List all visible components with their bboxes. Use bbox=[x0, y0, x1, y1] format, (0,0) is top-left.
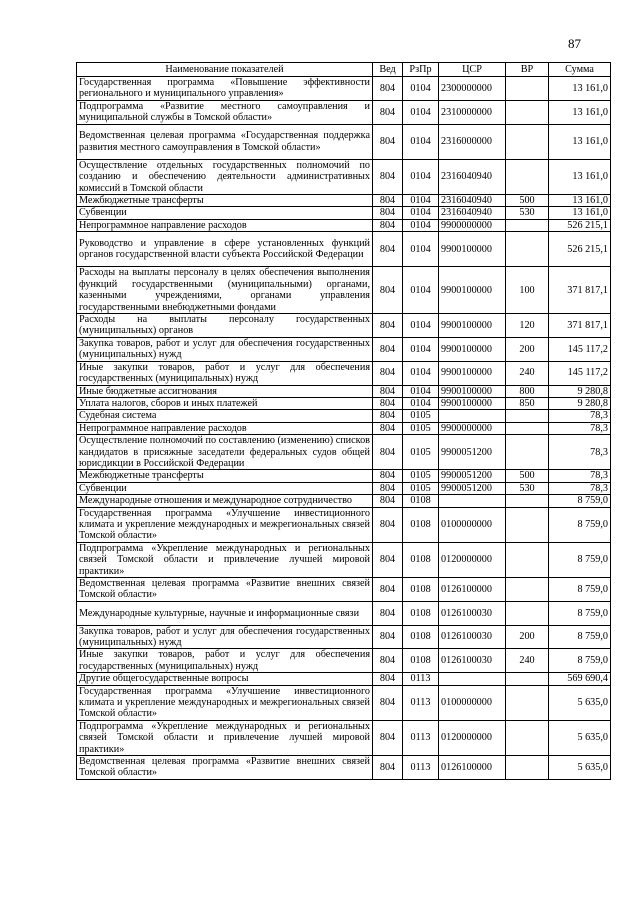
row-ved: 804 bbox=[373, 673, 403, 685]
row-sum: 8 759,0 bbox=[549, 649, 611, 673]
row-name: Межбюджетные трансферты bbox=[77, 195, 373, 207]
row-vr bbox=[506, 601, 549, 625]
row-sum: 8 759,0 bbox=[549, 495, 611, 507]
table-row bbox=[77, 232, 611, 267]
row-csr: 2316040940 bbox=[439, 195, 506, 207]
row-name: Межбюджетные трансферты bbox=[77, 470, 373, 482]
row-name: Иные закупки товаров, работ и услуг для обеспечения государственных (муниципальных) нужд bbox=[77, 361, 373, 385]
row-csr: 2316000000 bbox=[439, 124, 506, 159]
row-rzpr: 0104 bbox=[403, 159, 439, 194]
table-row bbox=[77, 361, 611, 385]
row-csr: 0126100030 bbox=[439, 601, 506, 625]
row-csr: 9900100000 bbox=[439, 385, 506, 397]
row-rzpr: 0104 bbox=[403, 207, 439, 219]
row-sum: 8 759,0 bbox=[549, 542, 611, 577]
row-ved: 804 bbox=[373, 422, 403, 434]
row-rzpr: 0104 bbox=[403, 100, 439, 124]
row-sum: 8 759,0 bbox=[549, 507, 611, 542]
row-vr: 240 bbox=[506, 361, 549, 385]
row-rzpr: 0104 bbox=[403, 124, 439, 159]
row-rzpr: 0108 bbox=[403, 601, 439, 625]
row-ved: 804 bbox=[373, 685, 403, 720]
row-rzpr: 0113 bbox=[403, 720, 439, 755]
row-rzpr: 0104 bbox=[403, 232, 439, 267]
row-vr bbox=[506, 720, 549, 755]
table-row bbox=[77, 77, 611, 101]
row-ved: 804 bbox=[373, 267, 403, 314]
row-name: Уплата налогов, сборов и иных платежей bbox=[77, 397, 373, 409]
row-vr: 200 bbox=[506, 337, 549, 361]
row-sum: 78,3 bbox=[549, 470, 611, 482]
row-name: Государственная программа «Повышение эффективности регионального и муниципального управления» bbox=[77, 77, 373, 101]
row-vr bbox=[506, 124, 549, 159]
row-vr bbox=[506, 435, 549, 470]
table-row bbox=[77, 685, 611, 720]
row-vr bbox=[506, 756, 549, 780]
row-csr: 0126100000 bbox=[439, 578, 506, 602]
row-name: Расходы на выплаты персоналу в целях обеспечения выполнения функций государственными (муниципальными) органами, казенными учреждениями, органами управления государственными внебюджетными фондами bbox=[77, 267, 373, 314]
row-ved: 804 bbox=[373, 720, 403, 755]
row-vr bbox=[506, 673, 549, 685]
row-rzpr: 0108 bbox=[403, 542, 439, 577]
row-sum: 8 759,0 bbox=[549, 625, 611, 649]
table-row bbox=[77, 337, 611, 361]
table-row bbox=[77, 267, 611, 314]
row-name: Подпрограмма «Укрепление международных и региональных связей Томской области и привлечение лучшей мировой практики» bbox=[77, 720, 373, 755]
row-ved: 804 bbox=[373, 385, 403, 397]
table-row bbox=[77, 397, 611, 409]
row-ved: 804 bbox=[373, 232, 403, 267]
table-row bbox=[77, 482, 611, 494]
row-vr bbox=[506, 507, 549, 542]
table-row bbox=[77, 601, 611, 625]
row-ved: 804 bbox=[373, 124, 403, 159]
row-sum: 371 817,1 bbox=[549, 267, 611, 314]
row-ved: 804 bbox=[373, 507, 403, 542]
header-sum: Сумма bbox=[549, 63, 611, 77]
row-sum: 13 161,0 bbox=[549, 207, 611, 219]
row-sum: 145 117,2 bbox=[549, 337, 611, 361]
row-vr: 500 bbox=[506, 195, 549, 207]
row-csr bbox=[439, 495, 506, 507]
row-sum: 13 161,0 bbox=[549, 195, 611, 207]
row-vr bbox=[506, 542, 549, 577]
row-csr: 0126100030 bbox=[439, 649, 506, 673]
row-name: Международные культурные, научные и информационные связи bbox=[77, 601, 373, 625]
row-csr: 9900100000 bbox=[439, 314, 506, 338]
row-name: Подпрограмма «Развитие местного самоуправления и муниципальной службы в Томской области» bbox=[77, 100, 373, 124]
row-name: Осуществление полномочий по составлению (изменению) списков кандидатов в присяжные заседатели федеральных судов общей юрисдикции в Российской Федерации bbox=[77, 435, 373, 470]
row-rzpr: 0105 bbox=[403, 470, 439, 482]
row-csr: 0120000000 bbox=[439, 720, 506, 755]
row-csr: 2316040940 bbox=[439, 207, 506, 219]
row-sum: 5 635,0 bbox=[549, 720, 611, 755]
row-name: Осуществление отдельных государственных полномочий по созданию и обеспечению деятельности административных комиссий в Томской области bbox=[77, 159, 373, 194]
row-name: Непрограммное направление расходов bbox=[77, 422, 373, 434]
row-sum: 145 117,2 bbox=[549, 361, 611, 385]
row-sum: 569 690,4 bbox=[549, 673, 611, 685]
row-ved: 804 bbox=[373, 495, 403, 507]
table-row bbox=[77, 435, 611, 470]
header-vr: ВР bbox=[506, 63, 549, 77]
row-csr: 9900000000 bbox=[439, 422, 506, 434]
row-sum: 8 759,0 bbox=[549, 601, 611, 625]
row-ved: 804 bbox=[373, 397, 403, 409]
row-vr: 120 bbox=[506, 314, 549, 338]
row-vr bbox=[506, 495, 549, 507]
row-sum: 5 635,0 bbox=[549, 756, 611, 780]
row-ved: 804 bbox=[373, 159, 403, 194]
row-vr: 800 bbox=[506, 385, 549, 397]
header-csr: ЦСР bbox=[439, 63, 506, 77]
header-ved: Вед bbox=[373, 63, 403, 77]
row-rzpr: 0104 bbox=[403, 385, 439, 397]
table-row bbox=[77, 507, 611, 542]
row-name: Руководство и управление в сфере установленных функций органов государственной власти субъекта Российской Федерации bbox=[77, 232, 373, 267]
row-rzpr: 0105 bbox=[403, 410, 439, 422]
row-ved: 804 bbox=[373, 195, 403, 207]
row-name: Иные бюджетные ассигнования bbox=[77, 385, 373, 397]
row-vr bbox=[506, 232, 549, 267]
row-vr bbox=[506, 77, 549, 101]
row-csr: 9900051200 bbox=[439, 482, 506, 494]
row-csr: 0100000000 bbox=[439, 507, 506, 542]
row-vr: 240 bbox=[506, 649, 549, 673]
row-sum: 371 817,1 bbox=[549, 314, 611, 338]
row-rzpr: 0104 bbox=[403, 219, 439, 231]
header-name: Наименование показателей bbox=[77, 63, 373, 77]
table-row bbox=[77, 470, 611, 482]
table-row bbox=[77, 195, 611, 207]
row-sum: 78,3 bbox=[549, 422, 611, 434]
row-name: Государственная программа «Улучшение инвестиционного климата и укрепление международных и межрегиональных связей Томской области» bbox=[77, 507, 373, 542]
row-name: Закупка товаров, работ и услуг для обеспечения государственных (муниципальных) нужд bbox=[77, 337, 373, 361]
row-ved: 804 bbox=[373, 542, 403, 577]
table-row bbox=[77, 625, 611, 649]
row-csr: 9900100000 bbox=[439, 232, 506, 267]
table-row bbox=[77, 124, 611, 159]
row-rzpr: 0108 bbox=[403, 507, 439, 542]
row-name: Ведомственная целевая программа «Государственная поддержка развития местного самоуправления в Томской области» bbox=[77, 124, 373, 159]
row-sum: 5 635,0 bbox=[549, 685, 611, 720]
row-csr bbox=[439, 673, 506, 685]
row-ved: 804 bbox=[373, 77, 403, 101]
row-rzpr: 0108 bbox=[403, 625, 439, 649]
table-row bbox=[77, 410, 611, 422]
table-body bbox=[77, 77, 611, 780]
row-ved: 804 bbox=[373, 100, 403, 124]
row-csr: 0100000000 bbox=[439, 685, 506, 720]
table-row bbox=[77, 207, 611, 219]
row-vr: 530 bbox=[506, 482, 549, 494]
row-rzpr: 0104 bbox=[403, 337, 439, 361]
row-ved: 804 bbox=[373, 756, 403, 780]
row-ved: 804 bbox=[373, 314, 403, 338]
row-rzpr: 0108 bbox=[403, 578, 439, 602]
row-vr: 100 bbox=[506, 267, 549, 314]
row-name: Непрограммное направление расходов bbox=[77, 219, 373, 231]
row-vr bbox=[506, 100, 549, 124]
table-row bbox=[77, 314, 611, 338]
row-vr bbox=[506, 159, 549, 194]
row-name: Другие общегосударственные вопросы bbox=[77, 673, 373, 685]
table-row bbox=[77, 100, 611, 124]
table-row bbox=[77, 720, 611, 755]
row-sum: 9 280,8 bbox=[549, 397, 611, 409]
row-name: Субвенции bbox=[77, 482, 373, 494]
row-vr: 500 bbox=[506, 470, 549, 482]
header-rzpr: РзПр bbox=[403, 63, 439, 77]
row-sum: 13 161,0 bbox=[549, 100, 611, 124]
row-rzpr: 0104 bbox=[403, 267, 439, 314]
row-name: Государственная программа «Улучшение инвестиционного климата и укрепление международных и межрегиональных связей Томской области» bbox=[77, 685, 373, 720]
row-vr bbox=[506, 422, 549, 434]
row-sum: 78,3 bbox=[549, 482, 611, 494]
row-sum: 526 215,1 bbox=[549, 232, 611, 267]
row-csr: 9900051200 bbox=[439, 470, 506, 482]
row-csr: 0120000000 bbox=[439, 542, 506, 577]
row-csr: 9900000000 bbox=[439, 219, 506, 231]
table-row bbox=[77, 578, 611, 602]
row-rzpr: 0108 bbox=[403, 495, 439, 507]
row-rzpr: 0105 bbox=[403, 422, 439, 434]
row-vr: 530 bbox=[506, 207, 549, 219]
row-csr: 0126100000 bbox=[439, 756, 506, 780]
row-vr bbox=[506, 578, 549, 602]
table-row bbox=[77, 649, 611, 673]
row-sum: 78,3 bbox=[549, 435, 611, 470]
row-name: Закупка товаров, работ и услуг для обеспечения государственных (муниципальных) нужд bbox=[77, 625, 373, 649]
page-number: 87 bbox=[568, 36, 581, 51]
row-ved: 804 bbox=[373, 435, 403, 470]
row-csr: 2316040940 bbox=[439, 159, 506, 194]
row-csr: 2300000000 bbox=[439, 77, 506, 101]
row-name: Ведомственная целевая программа «Развитие внешних связей Томской области» bbox=[77, 756, 373, 780]
row-ved: 804 bbox=[373, 337, 403, 361]
row-ved: 804 bbox=[373, 470, 403, 482]
row-csr bbox=[439, 410, 506, 422]
row-rzpr: 0113 bbox=[403, 673, 439, 685]
row-name: Подпрограмма «Укрепление международных и региональных связей Томской области и привлечение лучшей мировой практики» bbox=[77, 542, 373, 577]
table-header-row bbox=[77, 63, 611, 77]
budget-table bbox=[76, 62, 611, 780]
row-csr: 9900100000 bbox=[439, 397, 506, 409]
row-vr bbox=[506, 685, 549, 720]
row-sum: 526 215,1 bbox=[549, 219, 611, 231]
row-ved: 804 bbox=[373, 625, 403, 649]
row-ved: 804 bbox=[373, 649, 403, 673]
row-name: Судебная система bbox=[77, 410, 373, 422]
row-ved: 804 bbox=[373, 207, 403, 219]
row-rzpr: 0104 bbox=[403, 77, 439, 101]
row-sum: 8 759,0 bbox=[549, 578, 611, 602]
row-vr bbox=[506, 410, 549, 422]
row-vr: 200 bbox=[506, 625, 549, 649]
row-csr: 2310000000 bbox=[439, 100, 506, 124]
row-rzpr: 0104 bbox=[403, 397, 439, 409]
row-vr bbox=[506, 219, 549, 231]
row-name: Иные закупки товаров, работ и услуг для обеспечения государственных (муниципальных) нужд bbox=[77, 649, 373, 673]
table-row bbox=[77, 495, 611, 507]
table-row bbox=[77, 385, 611, 397]
row-rzpr: 0105 bbox=[403, 435, 439, 470]
row-csr: 9900100000 bbox=[439, 337, 506, 361]
table-row bbox=[77, 219, 611, 231]
row-ved: 804 bbox=[373, 482, 403, 494]
row-rzpr: 0108 bbox=[403, 649, 439, 673]
row-rzpr: 0104 bbox=[403, 195, 439, 207]
row-csr: 0126100030 bbox=[439, 625, 506, 649]
row-rzpr: 0113 bbox=[403, 756, 439, 780]
row-rzpr: 0113 bbox=[403, 685, 439, 720]
row-name: Субвенции bbox=[77, 207, 373, 219]
row-sum: 78,3 bbox=[549, 410, 611, 422]
table-row bbox=[77, 422, 611, 434]
row-rzpr: 0104 bbox=[403, 314, 439, 338]
row-csr: 9900100000 bbox=[439, 267, 506, 314]
row-csr: 9900051200 bbox=[439, 435, 506, 470]
row-sum: 9 280,8 bbox=[549, 385, 611, 397]
row-sum: 13 161,0 bbox=[549, 159, 611, 194]
row-sum: 13 161,0 bbox=[549, 124, 611, 159]
row-vr: 850 bbox=[506, 397, 549, 409]
row-ved: 804 bbox=[373, 219, 403, 231]
row-name: Ведомственная целевая программа «Развитие внешних связей Томской области» bbox=[77, 578, 373, 602]
row-name: Расходы на выплаты персоналу государственных (муниципальных) органов bbox=[77, 314, 373, 338]
row-ved: 804 bbox=[373, 410, 403, 422]
row-sum: 13 161,0 bbox=[549, 77, 611, 101]
row-ved: 804 bbox=[373, 578, 403, 602]
row-rzpr: 0104 bbox=[403, 361, 439, 385]
table-row bbox=[77, 159, 611, 194]
table-row bbox=[77, 756, 611, 780]
row-ved: 804 bbox=[373, 601, 403, 625]
row-name: Международные отношения и международное сотрудничество bbox=[77, 495, 373, 507]
table-row bbox=[77, 542, 611, 577]
table-row bbox=[77, 673, 611, 685]
row-ved: 804 bbox=[373, 361, 403, 385]
row-csr: 9900100000 bbox=[439, 361, 506, 385]
row-rzpr: 0105 bbox=[403, 482, 439, 494]
